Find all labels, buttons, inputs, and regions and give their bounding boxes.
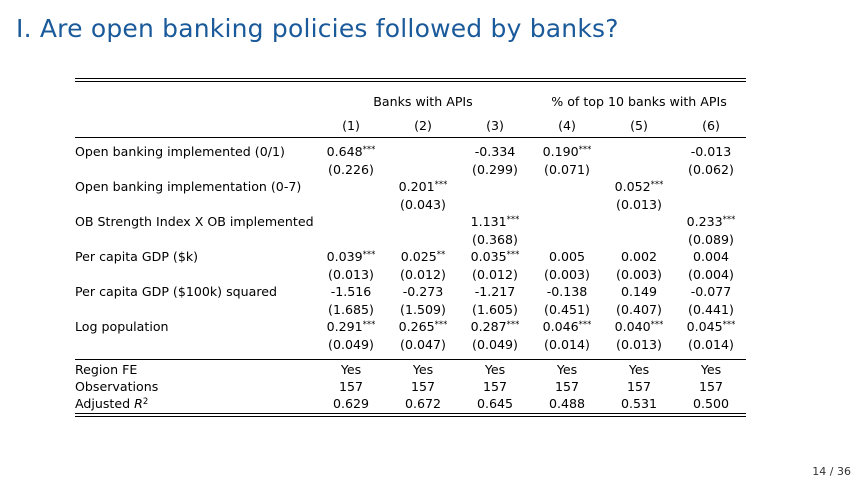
significance-stars: *** bbox=[362, 145, 376, 155]
coef-value: -0.334 bbox=[474, 144, 516, 159]
significance-stars: *** bbox=[506, 215, 520, 225]
coef-cell bbox=[387, 283, 459, 301]
coef-value: 0.648 bbox=[326, 144, 363, 159]
coef-value: 0.045 bbox=[686, 319, 723, 334]
coef-cell bbox=[387, 178, 459, 196]
footer-value: 0.488 bbox=[548, 396, 586, 411]
std-error-cell: (0.013) bbox=[328, 267, 374, 282]
coef-value: -0.273 bbox=[402, 284, 444, 299]
footer-value: 0.500 bbox=[692, 396, 730, 411]
coef-value: -0.077 bbox=[690, 284, 732, 299]
row-label: Per capita GDP ($100k) squared bbox=[75, 284, 277, 299]
top-rule-2 bbox=[75, 81, 746, 82]
footer-row bbox=[75, 361, 746, 379]
coef-value: 1.131 bbox=[470, 214, 507, 229]
col-number: (1) bbox=[342, 118, 360, 133]
coef-value: 0.035 bbox=[470, 249, 507, 264]
coef-cell bbox=[315, 283, 387, 301]
header-rule bbox=[75, 137, 746, 138]
coef-cell bbox=[603, 178, 675, 196]
coef-value: 0.052 bbox=[614, 179, 651, 194]
significance-stars: *** bbox=[506, 320, 520, 330]
table-row bbox=[75, 178, 746, 196]
row-label: Log population bbox=[75, 319, 169, 334]
std-error-cell: (0.407) bbox=[616, 302, 662, 317]
std-error-cell: (0.049) bbox=[472, 337, 518, 352]
std-error-cell: (0.013) bbox=[616, 197, 662, 212]
footer-value: 0.629 bbox=[332, 396, 370, 411]
coef-value: 0.004 bbox=[692, 249, 730, 264]
coef-value: 0.025 bbox=[400, 249, 437, 264]
significance-stars: *** bbox=[578, 320, 592, 330]
std-error-cell: (0.368) bbox=[472, 232, 518, 247]
coef-cell bbox=[387, 318, 459, 336]
coef-value: -1.217 bbox=[474, 284, 516, 299]
std-error-cell: (0.013) bbox=[616, 337, 662, 352]
coef-value: 0.265 bbox=[398, 319, 435, 334]
significance-stars: *** bbox=[362, 250, 376, 260]
col-number: (5) bbox=[630, 118, 648, 133]
coef-cell bbox=[459, 283, 531, 301]
coef-cell bbox=[531, 248, 603, 266]
label-superscript: 2 bbox=[142, 397, 149, 407]
footer-value: 157 bbox=[554, 379, 580, 394]
row-label: Per capita GDP ($k) bbox=[75, 249, 199, 264]
table-row bbox=[75, 283, 746, 301]
table-row-se bbox=[75, 231, 746, 249]
column-number-row bbox=[75, 117, 746, 135]
table-row-se bbox=[75, 336, 746, 354]
footer-value: Yes bbox=[628, 362, 650, 377]
std-error-cell: (0.451) bbox=[544, 302, 590, 317]
coef-cell bbox=[459, 143, 531, 161]
coef-value: 0.046 bbox=[542, 319, 579, 334]
coef-cell bbox=[603, 248, 675, 266]
coef-cell bbox=[459, 318, 531, 336]
std-error-cell: (0.012) bbox=[472, 267, 518, 282]
row-label: OB Strength Index X OB implemented bbox=[75, 214, 314, 229]
footer-value: Yes bbox=[412, 362, 434, 377]
coef-cell bbox=[603, 283, 675, 301]
coef-cell bbox=[603, 318, 675, 336]
footer-value: 157 bbox=[338, 379, 364, 394]
coef-cell bbox=[531, 318, 603, 336]
significance-stars: *** bbox=[434, 180, 448, 190]
std-error-cell: (0.014) bbox=[544, 337, 590, 352]
coef-value: 0.287 bbox=[470, 319, 507, 334]
top-rule-1 bbox=[75, 78, 746, 79]
table-row bbox=[75, 143, 746, 161]
row-label: Open banking implementation (0-7) bbox=[75, 179, 302, 194]
std-error-cell: (1.685) bbox=[328, 302, 374, 317]
coef-value: 0.005 bbox=[548, 249, 586, 264]
std-error-cell: (0.049) bbox=[328, 337, 374, 352]
std-error-cell: (1.509) bbox=[400, 302, 446, 317]
significance-stars: *** bbox=[434, 320, 448, 330]
coef-value: 0.291 bbox=[326, 319, 363, 334]
table-row bbox=[75, 248, 746, 266]
coef-cell bbox=[675, 248, 747, 266]
coef-value: 0.040 bbox=[614, 319, 651, 334]
std-error-cell: (0.003) bbox=[616, 267, 662, 282]
footer-rule bbox=[75, 359, 746, 360]
table-row-se bbox=[75, 196, 746, 214]
footer-value: 157 bbox=[698, 379, 724, 394]
significance-stars: *** bbox=[650, 320, 664, 330]
coef-cell bbox=[459, 248, 531, 266]
coef-value: 0.149 bbox=[620, 284, 658, 299]
coef-cell bbox=[315, 143, 387, 161]
slide-title: I. Are open banking policies followed by banks? bbox=[16, 14, 619, 43]
page-number: 14 / 36 bbox=[812, 465, 851, 478]
coef-value: 0.233 bbox=[686, 214, 723, 229]
coef-cell bbox=[459, 213, 531, 231]
significance-stars: *** bbox=[362, 320, 376, 330]
significance-stars: *** bbox=[650, 180, 664, 190]
coef-cell bbox=[531, 143, 603, 161]
footer-value: 0.645 bbox=[476, 396, 514, 411]
footer-row-label: Observations bbox=[75, 379, 159, 394]
std-error-cell: (0.071) bbox=[544, 162, 590, 177]
coef-value: -0.013 bbox=[690, 144, 732, 159]
std-error-cell: (0.012) bbox=[400, 267, 446, 282]
footer-row bbox=[75, 395, 746, 413]
coef-cell bbox=[387, 248, 459, 266]
footer-value: 157 bbox=[626, 379, 652, 394]
coef-value: -1.516 bbox=[330, 284, 372, 299]
std-error-cell: (0.226) bbox=[328, 162, 374, 177]
coef-value: 0.002 bbox=[620, 249, 658, 264]
significance-stars: *** bbox=[722, 215, 736, 225]
coef-value: 0.201 bbox=[398, 179, 435, 194]
coef-cell bbox=[531, 283, 603, 301]
row-label: Open banking implemented (0/1) bbox=[75, 144, 285, 159]
coef-cell bbox=[675, 143, 747, 161]
coef-value: -0.138 bbox=[546, 284, 588, 299]
significance-stars: *** bbox=[506, 250, 520, 260]
coef-value: 0.039 bbox=[326, 249, 363, 264]
significance-stars: *** bbox=[578, 145, 592, 155]
group-header-pct-top10: % of top 10 banks with APIs bbox=[551, 94, 727, 109]
col-number: (4) bbox=[558, 118, 576, 133]
label-italic: R bbox=[134, 396, 143, 411]
bottom-rule-2 bbox=[75, 416, 746, 417]
std-error-cell: (0.062) bbox=[688, 162, 734, 177]
table-row bbox=[75, 318, 746, 336]
std-error-cell: (0.089) bbox=[688, 232, 734, 247]
col-number: (2) bbox=[414, 118, 432, 133]
bottom-rule-1 bbox=[75, 413, 746, 414]
coef-cell bbox=[675, 213, 747, 231]
col-number: (6) bbox=[702, 118, 720, 133]
std-error-cell: (0.441) bbox=[688, 302, 734, 317]
coef-cell bbox=[315, 248, 387, 266]
coef-value: 0.190 bbox=[542, 144, 579, 159]
group-header-banks-with-apis: Banks with APIs bbox=[373, 94, 473, 109]
significance-stars: ** bbox=[436, 250, 446, 260]
col-number: (3) bbox=[486, 118, 504, 133]
coef-cell bbox=[315, 318, 387, 336]
footer-row-label: Region FE bbox=[75, 362, 138, 377]
coef-cell bbox=[675, 318, 747, 336]
footer-row-label bbox=[75, 395, 148, 413]
group-header-row bbox=[75, 93, 746, 111]
footer-value: Yes bbox=[340, 362, 362, 377]
footer-row bbox=[75, 378, 746, 396]
std-error-cell: (0.047) bbox=[400, 337, 446, 352]
footer-value: Yes bbox=[484, 362, 506, 377]
coef-cell bbox=[675, 283, 747, 301]
table-row-se bbox=[75, 161, 746, 179]
footer-value: 157 bbox=[410, 379, 436, 394]
footer-value: 157 bbox=[482, 379, 508, 394]
footer-value: 0.531 bbox=[620, 396, 658, 411]
std-error-cell: (0.043) bbox=[400, 197, 446, 212]
std-error-cell: (0.014) bbox=[688, 337, 734, 352]
table-row-se bbox=[75, 301, 746, 319]
significance-stars: *** bbox=[722, 320, 736, 330]
table-row bbox=[75, 213, 746, 231]
std-error-cell: (0.003) bbox=[544, 267, 590, 282]
table-row-se bbox=[75, 266, 746, 284]
std-error-cell: (1.605) bbox=[472, 302, 518, 317]
std-error-cell: (0.004) bbox=[688, 267, 734, 282]
label-text: Adjusted bbox=[75, 396, 135, 411]
std-error-cell: (0.299) bbox=[472, 162, 518, 177]
footer-value: 0.672 bbox=[404, 396, 442, 411]
footer-value: Yes bbox=[700, 362, 722, 377]
footer-value: Yes bbox=[556, 362, 578, 377]
